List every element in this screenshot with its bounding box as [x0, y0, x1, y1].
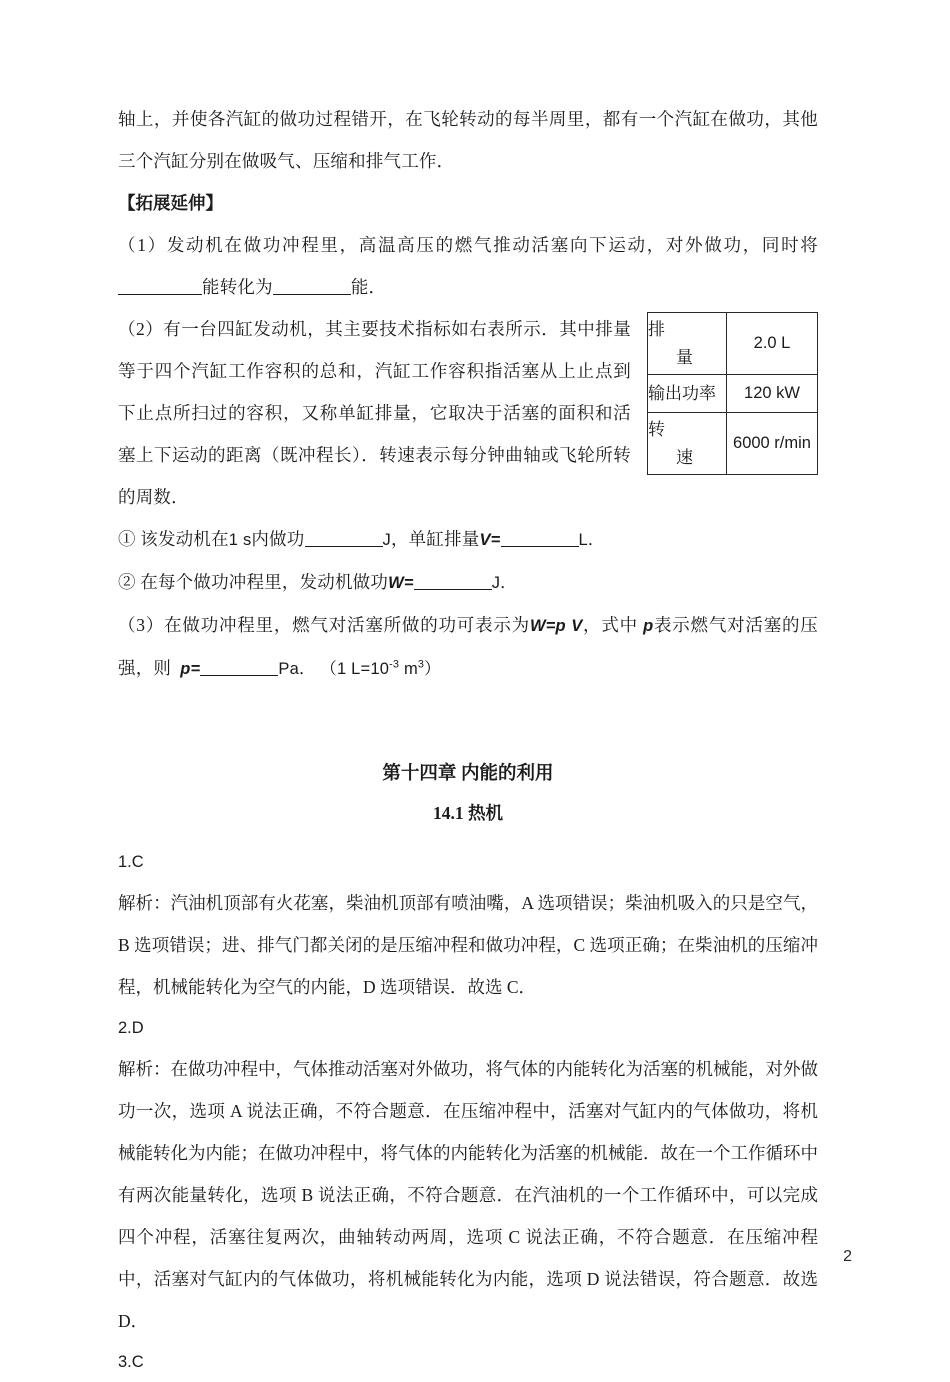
spec-label-displacement: [648, 313, 727, 375]
question-2-item-1: [118, 518, 818, 561]
question-1-mid: 能转化为: [202, 277, 273, 297]
table-row: [648, 375, 818, 413]
note-unit-exponent: 3: [417, 658, 425, 671]
answer-blank: [501, 532, 579, 547]
question-3-unit-pa: Pa．: [278, 660, 316, 678]
table-row: [648, 413, 818, 475]
question-1-suffix: 能．: [350, 277, 387, 297]
spec-value-rotation-speed: 6000 r/min: [727, 413, 818, 475]
spec-label-rotation-speed: [648, 413, 727, 475]
heading-spacer: [118, 832, 818, 842]
label-char: 输出功率: [648, 383, 716, 403]
item-1-seg2: 内做功: [251, 529, 305, 549]
section-title: 14.1 热机: [433, 803, 503, 823]
item-1-unit-time: 1 s: [228, 531, 252, 549]
question-2-block: [118, 308, 818, 518]
intro-paragraph: 轴上，并使各汽缸的做功过程错开，在飞轮转动的每半周里，都有一个汽缸在做功，其他三个汽缸分别在做吸气、压缩和排气工作．: [118, 109, 818, 171]
label-char: 转: [648, 419, 665, 439]
note-exponent: -3: [389, 658, 400, 671]
question-3-var-p2: p=: [180, 660, 201, 678]
question-3-var-p: p: [643, 617, 654, 635]
note-open: （1 L=10: [320, 660, 390, 678]
item-1-var-v: V=: [479, 531, 501, 549]
label-char: 量: [676, 347, 693, 367]
question-3-seg1: （3）在做功冲程里，燃气对活塞所做的功可表示为: [118, 615, 530, 635]
question-2-text: （2）有一台四缸发动机，其主要技术指标如右表所示．其中排量等于四个汽缸工作容积的总和，汽缸工作容积指活塞从上止点到下止点所扫过的容积，又称单缸排量，它取决于活塞的面积和活塞上下运动的距离（既冲程长）．转速表示每分钟曲轴或飞轮所转的周数．: [118, 319, 631, 507]
question-3-formula: W=p V: [529, 617, 583, 635]
spec-value-output-power: 120 kW: [727, 375, 818, 413]
answer-key-3: 3.C: [118, 1353, 144, 1371]
item-1-seg3: ，单缸排量: [390, 529, 480, 549]
question-3-note: [320, 660, 441, 678]
question-2-item-2: [118, 561, 818, 604]
answer-blank: [200, 661, 278, 676]
item-1-unit-joule: J: [382, 531, 391, 549]
question-3-seg2: ，式中: [582, 615, 638, 635]
spec-label-output-power: [648, 375, 727, 413]
spec-value-displacement: 2.0 L: [727, 313, 818, 375]
label-char: 速: [676, 447, 693, 467]
answer-blank: [273, 280, 351, 295]
page-number: 2: [843, 1248, 852, 1265]
section-spacer: [118, 690, 818, 754]
label-char: 排: [648, 319, 665, 339]
engine-spec-table: [647, 312, 818, 475]
answer-blank: [305, 532, 383, 547]
answer-key-1: 1.C: [118, 853, 144, 871]
item-1-unit-litre: L．: [578, 531, 605, 549]
table-row: [648, 313, 818, 375]
page-content: [118, 98, 818, 1382]
question-3: [118, 604, 818, 690]
spec-table-wrapper: [647, 312, 818, 475]
item-2-var-w: W=: [388, 574, 414, 592]
extension-heading: 【拓展延伸】: [118, 193, 223, 213]
item-1-seg1: ① 该发动机在: [118, 529, 229, 549]
note-close: ）: [424, 660, 441, 678]
answer-blank: [414, 575, 492, 590]
note-unit: m: [399, 660, 418, 678]
question-1: [118, 224, 818, 308]
question-3-seg3: 表示燃气对活塞的压强，则: [118, 615, 818, 678]
answer-explanation-1: 解析：汽油机顶部有火花塞，柴油机顶部有喷油嘴，A 选项错误；柴油机吸入的只是空气，B 选项错误；进、排气门都关闭的是压缩冲程和做功冲程，C 选项正确；在柴油机的压缩冲程，机械能转化为空气的内能，D 选项错误．故选 C．: [118, 893, 818, 997]
answer-blank: [118, 280, 202, 295]
item-2-seg1: ② 在每个做功冲程里，发动机做功: [118, 572, 389, 592]
question-1-prefix: （1）发动机在做功冲程里，高温高压的燃气推动活塞向下运动，对外做功，同时将: [118, 235, 818, 255]
chapter-title: 第十四章 内能的利用: [382, 764, 554, 784]
item-2-unit-joule: J．: [491, 574, 517, 592]
answer-key-2: 2.D: [118, 1019, 144, 1037]
answer-explanation-2: 解析：在做功冲程中，气体推动活塞对外做功，将气体的内能转化为活塞的机械能，对外做功一次，选项 A 说法正确，不符合题意．在压缩冲程中，活塞对气缸内的气体做功，将机械能转化为内能；在做功冲程中，将气体的内能转化为活塞的机械能．故在一个工作循环中有两次能量转化，选项 B 说法正确，不符合题意．在汽油机的一个工作循环中，可以完成四个冲程，活塞往复两次，曲轴转动两周，选项 C 说法正确，不符合题意．在压缩冲程中，活塞对气缸内的气体做功，将机械能转化为内能，选项 D 说法错误，符合题意．故选 D．: [118, 1059, 818, 1331]
